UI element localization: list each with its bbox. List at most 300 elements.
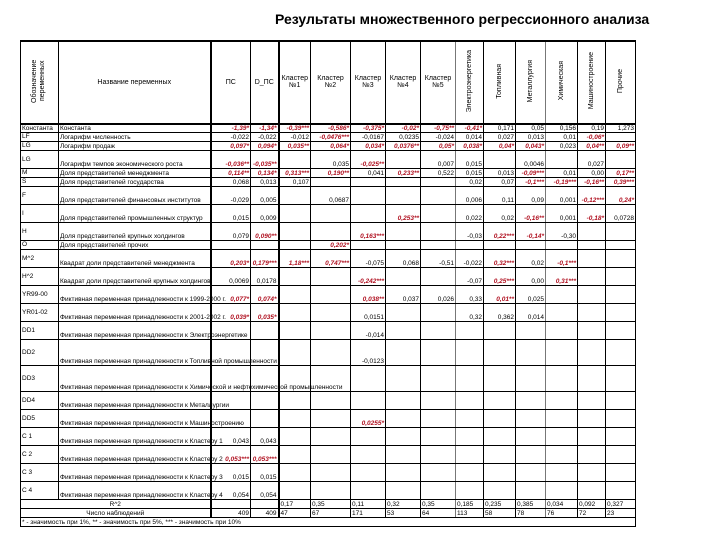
value-cell: 0,01 bbox=[546, 133, 578, 142]
value-cell: 0,233** bbox=[386, 169, 421, 178]
value-cell: 0,027 bbox=[484, 133, 516, 142]
value-cell bbox=[311, 322, 351, 340]
variable-code: YR99-00 bbox=[21, 286, 59, 304]
value-cell bbox=[516, 392, 546, 410]
value-cell: 0,090** bbox=[251, 223, 279, 241]
value-cell bbox=[351, 428, 386, 446]
value-cell bbox=[386, 428, 421, 446]
value-cell: 0,035** bbox=[279, 142, 311, 151]
value-cell bbox=[421, 304, 456, 322]
value-cell: -0,09*** bbox=[516, 169, 546, 178]
value-cell bbox=[578, 464, 606, 482]
page-title: Результаты множественного регрессионного анализа bbox=[275, 11, 650, 27]
value-cell bbox=[546, 410, 578, 428]
value-cell bbox=[386, 322, 421, 340]
variable-code: H bbox=[21, 223, 59, 241]
variable-name: Логарифм продаж bbox=[59, 142, 211, 151]
value-cell bbox=[516, 322, 546, 340]
value-cell: 0,043 bbox=[211, 428, 251, 446]
value-cell: 76 bbox=[546, 509, 578, 518]
value-cell: 0,385 bbox=[516, 500, 546, 509]
value-cell bbox=[456, 428, 484, 446]
value-cell bbox=[251, 410, 279, 428]
value-cell bbox=[351, 178, 386, 187]
value-cell bbox=[386, 178, 421, 187]
value-cell bbox=[516, 340, 546, 366]
value-cell: 1,18*** bbox=[279, 250, 311, 268]
value-cell: 0,039* bbox=[211, 304, 251, 322]
value-cell: 0,043* bbox=[516, 142, 546, 151]
value-cell: 0,079 bbox=[211, 223, 251, 241]
value-cell: 0,31*** bbox=[546, 268, 578, 286]
value-cell bbox=[279, 241, 311, 250]
value-cell bbox=[578, 304, 606, 322]
value-cell: 0,026 bbox=[421, 286, 456, 304]
value-cell bbox=[546, 286, 578, 304]
table-row bbox=[21, 446, 636, 464]
value-cell bbox=[578, 482, 606, 500]
value-cell: 0,35 bbox=[311, 500, 351, 509]
value-cell: -0,0123 bbox=[351, 340, 386, 366]
value-cell bbox=[546, 340, 578, 366]
value-cell bbox=[578, 250, 606, 268]
value-cell bbox=[578, 410, 606, 428]
value-cell: -0,30 bbox=[546, 223, 578, 241]
value-cell bbox=[606, 241, 636, 250]
value-cell: -0,1*** bbox=[546, 250, 578, 268]
variable-name: Фиктивная переменная принадлежности к Металлургии bbox=[59, 392, 211, 410]
value-cell: 0,006 bbox=[456, 187, 484, 205]
value-cell: 0,09 bbox=[516, 187, 546, 205]
value-cell: 0,0255* bbox=[351, 410, 386, 428]
value-cell bbox=[546, 428, 578, 446]
variable-code: S bbox=[21, 178, 59, 187]
value-cell bbox=[484, 151, 516, 169]
value-cell: 64 bbox=[421, 509, 456, 518]
table-row bbox=[21, 133, 636, 142]
value-cell bbox=[351, 392, 386, 410]
value-cell: 0,043 bbox=[251, 428, 279, 446]
variable-name: Доля представителей крупных холдингов bbox=[59, 223, 211, 241]
variable-code: DD1 bbox=[21, 322, 59, 340]
value-cell bbox=[311, 223, 351, 241]
value-cell bbox=[421, 268, 456, 286]
value-cell bbox=[386, 410, 421, 428]
value-cell: -1,34* bbox=[251, 124, 279, 133]
table-row bbox=[21, 241, 636, 250]
value-cell: -0,18* bbox=[578, 205, 606, 223]
value-cell: 0,0687 bbox=[311, 187, 351, 205]
variable-name: Фиктивная переменная принадлежности к Машиностроению bbox=[59, 410, 211, 428]
value-cell bbox=[606, 340, 636, 366]
variable-name: Фиктивная переменная принадлежности к 2001-2002 г. bbox=[59, 304, 211, 322]
variable-name: Фиктивная переменная принадлежности к Топливной промышленности bbox=[59, 340, 211, 366]
value-cell bbox=[546, 446, 578, 464]
value-cell: 0,02 bbox=[456, 178, 484, 187]
value-cell: 0,0069 bbox=[211, 268, 251, 286]
value-cell bbox=[546, 151, 578, 169]
value-cell: 0,33 bbox=[456, 286, 484, 304]
value-cell bbox=[546, 366, 578, 392]
table-row bbox=[21, 124, 636, 133]
header-col-1: D_ПС bbox=[251, 41, 279, 124]
value-cell bbox=[606, 366, 636, 392]
value-cell: -0,022 bbox=[456, 250, 484, 268]
value-cell bbox=[421, 322, 456, 340]
value-cell: 0,04* bbox=[484, 142, 516, 151]
value-cell: -0,022 bbox=[211, 133, 251, 142]
value-cell: -0,39*** bbox=[279, 124, 311, 133]
value-cell bbox=[546, 482, 578, 500]
value-cell: 0,0728 bbox=[606, 205, 636, 223]
value-cell: 0,11 bbox=[484, 187, 516, 205]
value-cell bbox=[251, 241, 279, 250]
value-cell bbox=[421, 366, 456, 392]
variable-code: F bbox=[21, 187, 59, 205]
variable-name: Фиктивная переменная принадлежности к Кластеру 2 bbox=[59, 446, 211, 464]
value-cell bbox=[546, 304, 578, 322]
value-cell: 409 bbox=[211, 509, 251, 518]
value-cell: 0,094* bbox=[251, 142, 279, 151]
header-col-label: Прочие bbox=[616, 68, 624, 94]
value-cell: 0,02 bbox=[516, 250, 546, 268]
value-cell: 0,001 bbox=[546, 187, 578, 205]
value-cell: -0,1*** bbox=[516, 178, 546, 187]
value-cell bbox=[456, 410, 484, 428]
value-cell: 0,203* bbox=[211, 250, 251, 268]
header-col-7 bbox=[456, 41, 484, 124]
value-cell: 0,035 bbox=[311, 151, 351, 169]
value-cell bbox=[606, 464, 636, 482]
header-col-11 bbox=[578, 41, 606, 124]
value-cell bbox=[421, 205, 456, 223]
value-cell: 0,015 bbox=[211, 205, 251, 223]
value-cell bbox=[606, 322, 636, 340]
variable-name: Доля представителей государства bbox=[59, 178, 211, 187]
header-col-10 bbox=[546, 41, 578, 124]
value-cell: 0,04** bbox=[578, 142, 606, 151]
value-cell: 0,077* bbox=[211, 286, 251, 304]
value-cell: 0,0178 bbox=[251, 268, 279, 286]
value-cell bbox=[516, 241, 546, 250]
value-cell bbox=[311, 428, 351, 446]
header-col-12 bbox=[606, 41, 636, 124]
value-cell bbox=[456, 392, 484, 410]
value-cell: -0,242*** bbox=[351, 268, 386, 286]
value-cell: 0,24* bbox=[606, 187, 636, 205]
value-cell: 0,00 bbox=[516, 268, 546, 286]
table-row bbox=[21, 250, 636, 268]
table-row bbox=[21, 205, 636, 223]
value-cell bbox=[279, 223, 311, 241]
value-cell bbox=[606, 223, 636, 241]
value-cell bbox=[546, 241, 578, 250]
header-col-9 bbox=[516, 41, 546, 124]
value-cell bbox=[606, 250, 636, 268]
value-cell bbox=[421, 464, 456, 482]
value-cell: 0,013 bbox=[484, 169, 516, 178]
value-cell: -0,022 bbox=[251, 133, 279, 142]
value-cell bbox=[386, 241, 421, 250]
variable-name: Квадрат доли представителей менеджмента bbox=[59, 250, 211, 268]
value-cell: -0,075 bbox=[351, 250, 386, 268]
value-cell: 0,013 bbox=[516, 133, 546, 142]
variable-code: DD2 bbox=[21, 340, 59, 366]
value-cell bbox=[279, 205, 311, 223]
value-cell: 0,054 bbox=[211, 482, 251, 500]
value-cell: 0,007 bbox=[421, 151, 456, 169]
value-cell: 0,39*** bbox=[606, 178, 636, 187]
value-cell: 0,038* bbox=[456, 142, 484, 151]
value-cell bbox=[386, 223, 421, 241]
value-cell: 0,17 bbox=[279, 500, 311, 509]
value-cell bbox=[456, 241, 484, 250]
value-cell: 78 bbox=[516, 509, 546, 518]
value-cell: 0,02 bbox=[484, 205, 516, 223]
table-row bbox=[21, 366, 636, 392]
value-cell: 0,027 bbox=[578, 151, 606, 169]
variable-code: H^2 bbox=[21, 268, 59, 286]
variable-name: Логарифм темпов экономического роста bbox=[59, 151, 211, 169]
value-cell bbox=[546, 464, 578, 482]
value-cell: 0,747*** bbox=[311, 250, 351, 268]
value-cell: 0,05 bbox=[516, 124, 546, 133]
variable-code: LG bbox=[21, 142, 59, 151]
value-cell: 0,023 bbox=[546, 142, 578, 151]
value-cell bbox=[456, 446, 484, 464]
table-row bbox=[21, 151, 636, 169]
value-cell bbox=[421, 223, 456, 241]
variable-code: DD3 bbox=[21, 366, 59, 392]
value-cell bbox=[351, 187, 386, 205]
value-cell bbox=[578, 392, 606, 410]
value-cell: 0,009 bbox=[251, 205, 279, 223]
value-cell bbox=[279, 428, 311, 446]
value-cell bbox=[484, 464, 516, 482]
value-cell bbox=[606, 151, 636, 169]
variable-code: M bbox=[21, 169, 59, 178]
table-row bbox=[21, 340, 636, 366]
variable-code: I bbox=[21, 205, 59, 223]
value-cell bbox=[606, 133, 636, 142]
value-cell bbox=[351, 241, 386, 250]
value-cell bbox=[578, 268, 606, 286]
value-cell: 0,00 bbox=[578, 169, 606, 178]
value-cell: 0,235 bbox=[484, 500, 516, 509]
value-cell: -0,0167 bbox=[351, 133, 386, 142]
value-cell bbox=[251, 392, 279, 410]
value-cell: 0,034 bbox=[546, 500, 578, 509]
value-cell: -0,014 bbox=[351, 322, 386, 340]
value-cell: 0,32 bbox=[456, 304, 484, 322]
variable-code: Константа bbox=[21, 124, 59, 133]
value-cell bbox=[456, 322, 484, 340]
value-cell: 0,202* bbox=[311, 241, 351, 250]
variable-code: C 2 bbox=[21, 446, 59, 464]
value-cell bbox=[606, 392, 636, 410]
variable-name: Доля представителей финансовых институтов bbox=[59, 187, 211, 205]
value-cell: 0,0046 bbox=[516, 151, 546, 169]
value-cell bbox=[386, 304, 421, 322]
value-cell bbox=[351, 366, 386, 392]
value-cell: 0,034* bbox=[351, 142, 386, 151]
summary-row bbox=[21, 509, 636, 518]
value-cell: 0,054 bbox=[251, 482, 279, 500]
summary-row bbox=[21, 500, 636, 509]
value-cell bbox=[311, 268, 351, 286]
value-cell bbox=[516, 410, 546, 428]
value-cell: 0,32 bbox=[386, 500, 421, 509]
value-cell bbox=[546, 392, 578, 410]
value-cell: 113 bbox=[456, 509, 484, 518]
value-cell bbox=[279, 304, 311, 322]
value-cell: 0,068 bbox=[211, 178, 251, 187]
variable-code: C 1 bbox=[21, 428, 59, 446]
value-cell bbox=[311, 446, 351, 464]
value-cell: 72 bbox=[578, 509, 606, 518]
variable-code: DD4 bbox=[21, 392, 59, 410]
table-row bbox=[21, 142, 636, 151]
value-cell: 0,013 bbox=[251, 178, 279, 187]
value-cell bbox=[279, 286, 311, 304]
value-cell: 0,037 bbox=[386, 286, 421, 304]
value-cell bbox=[484, 392, 516, 410]
value-cell: 0,313*** bbox=[279, 169, 311, 178]
value-cell bbox=[484, 241, 516, 250]
value-cell: 0,025 bbox=[516, 286, 546, 304]
variable-name: Константа bbox=[59, 124, 211, 133]
value-cell: -0,036** bbox=[211, 151, 251, 169]
value-cell: -0,19*** bbox=[546, 178, 578, 187]
value-cell bbox=[484, 322, 516, 340]
footnote: * - значимость при 1%, ** - значимость при 5%, *** - значимость при 10% bbox=[21, 518, 636, 527]
value-cell bbox=[578, 241, 606, 250]
value-cell: 0,17** bbox=[606, 169, 636, 178]
value-cell: 0,362 bbox=[484, 304, 516, 322]
value-cell bbox=[578, 286, 606, 304]
value-cell: 0,05* bbox=[421, 142, 456, 151]
value-cell bbox=[386, 392, 421, 410]
summary-label: Число наблюдений bbox=[21, 509, 211, 518]
header-name: Название переменных bbox=[59, 41, 211, 124]
value-cell: 0,01** bbox=[484, 286, 516, 304]
value-cell bbox=[311, 178, 351, 187]
variable-code: DD5 bbox=[21, 410, 59, 428]
value-cell bbox=[606, 286, 636, 304]
value-cell: 67 bbox=[311, 509, 351, 518]
value-cell: 0,015 bbox=[211, 464, 251, 482]
value-cell bbox=[484, 340, 516, 366]
value-cell bbox=[421, 446, 456, 464]
value-cell: 0,134* bbox=[251, 169, 279, 178]
value-cell bbox=[351, 464, 386, 482]
value-cell bbox=[484, 366, 516, 392]
value-cell bbox=[386, 446, 421, 464]
value-cell: 0,11 bbox=[351, 500, 386, 509]
variable-name: Квадрат доли представителей крупных холдингов bbox=[59, 268, 211, 286]
value-cell: 0,25*** bbox=[484, 268, 516, 286]
value-cell: 409 bbox=[251, 509, 279, 518]
header-col-5: Кластер №4 bbox=[386, 41, 421, 124]
value-cell: 0,522 bbox=[421, 169, 456, 178]
summary-label: R^2 bbox=[21, 500, 211, 509]
header-row bbox=[21, 41, 636, 124]
value-cell bbox=[578, 428, 606, 446]
header-code-label: Обозначение переменных bbox=[30, 59, 46, 103]
value-cell: 1,273 bbox=[606, 124, 636, 133]
value-cell: 0,156 bbox=[546, 124, 578, 133]
value-cell bbox=[386, 464, 421, 482]
value-cell: 0,064* bbox=[311, 142, 351, 151]
value-cell: -0,03 bbox=[456, 223, 484, 241]
value-cell bbox=[516, 428, 546, 446]
value-cell bbox=[421, 392, 456, 410]
value-cell: 0,092 bbox=[578, 500, 606, 509]
variable-code: O bbox=[21, 241, 59, 250]
table-row bbox=[21, 392, 636, 410]
value-cell: -0,14* bbox=[516, 223, 546, 241]
table-row bbox=[21, 178, 636, 187]
value-cell bbox=[421, 428, 456, 446]
value-cell bbox=[546, 322, 578, 340]
value-cell bbox=[311, 464, 351, 482]
value-cell bbox=[311, 392, 351, 410]
variable-name: Фиктивная переменная принадлежности к 1999-2000 г. bbox=[59, 286, 211, 304]
value-cell: 0,074* bbox=[251, 286, 279, 304]
value-cell: 0,114** bbox=[211, 169, 251, 178]
header-col-6: Кластер №5 bbox=[421, 41, 456, 124]
value-cell: 0,163*** bbox=[351, 223, 386, 241]
value-cell bbox=[484, 428, 516, 446]
value-cell: 0,01 bbox=[546, 169, 578, 178]
value-cell bbox=[578, 366, 606, 392]
table-row bbox=[21, 223, 636, 241]
value-cell: -0,06* bbox=[578, 133, 606, 142]
table-row bbox=[21, 482, 636, 500]
value-cell: 0,327 bbox=[606, 500, 636, 509]
value-cell: -0,16** bbox=[578, 178, 606, 187]
value-cell bbox=[484, 446, 516, 464]
value-cell bbox=[578, 340, 606, 366]
value-cell bbox=[279, 187, 311, 205]
table-row bbox=[21, 286, 636, 304]
value-cell: 0,0376** bbox=[386, 142, 421, 151]
header-col-4: Кластер №3 bbox=[351, 41, 386, 124]
header-col-0: ПС bbox=[211, 41, 251, 124]
variable-code: C 3 bbox=[21, 464, 59, 482]
value-cell bbox=[279, 410, 311, 428]
header-col-2: Кластер №1 bbox=[279, 41, 311, 124]
value-cell bbox=[386, 340, 421, 366]
value-cell: 0,190** bbox=[311, 169, 351, 178]
value-cell: -0,029 bbox=[211, 187, 251, 205]
value-cell bbox=[484, 482, 516, 500]
value-cell: 23 bbox=[606, 509, 636, 518]
value-cell: -0,035** bbox=[251, 151, 279, 169]
value-cell bbox=[279, 446, 311, 464]
value-cell: 0,171 bbox=[484, 124, 516, 133]
header-col-label: Металлургия bbox=[526, 59, 534, 103]
value-cell: 47 bbox=[279, 509, 311, 518]
value-cell bbox=[578, 446, 606, 464]
value-cell: -0,07 bbox=[456, 268, 484, 286]
variable-name: Фиктивная переменная принадлежности к Кластеру 3 bbox=[59, 464, 211, 482]
header-col-label: Электроэнергетика bbox=[465, 49, 473, 113]
variable-code: LF bbox=[21, 133, 59, 142]
header-col-label: Машиностроение bbox=[587, 52, 595, 110]
variable-name: Логарифм численность bbox=[59, 133, 211, 142]
value-cell bbox=[606, 410, 636, 428]
